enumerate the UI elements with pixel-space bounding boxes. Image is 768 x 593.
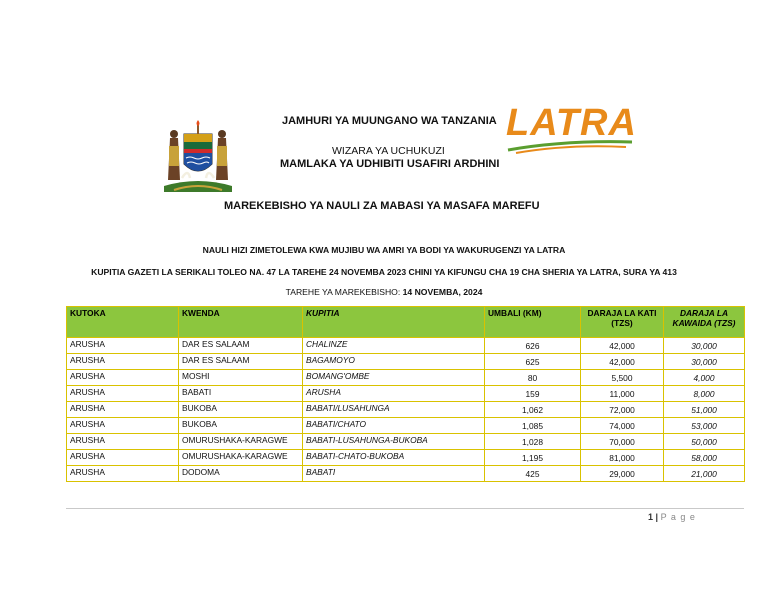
header-via: KUPITIA: [303, 307, 485, 338]
cell-to: BUKOBA: [179, 402, 303, 418]
header-from: KUTOKA: [67, 307, 179, 338]
page-separator: |: [655, 512, 659, 522]
cell-to: OMURUSHAKA-KARAGWE: [179, 434, 303, 450]
cell-distance: 1,195: [485, 450, 581, 466]
table-row: [67, 370, 745, 386]
table-row: [67, 386, 745, 402]
republic-title: JAMHURI YA MUUNGANO WA TANZANIA: [282, 115, 497, 127]
logo-swoosh-icon: [506, 138, 636, 154]
fare-table: [66, 306, 745, 482]
cell-from: ARUSHA: [67, 466, 179, 482]
cell-via: BABATI/CHATO: [303, 418, 485, 434]
table-row: [67, 338, 745, 354]
table-row: [67, 354, 745, 370]
cell-via: BABATI/LUSAHUNGA: [303, 402, 485, 418]
cell-via: ARUSHA: [303, 386, 485, 402]
cell-from: ARUSHA: [67, 338, 179, 354]
cell-ordinary: 50,000: [664, 434, 745, 450]
cell-middle: 11,000: [581, 386, 664, 402]
cell-middle: 42,000: [581, 354, 664, 370]
cell-ordinary: 53,000: [664, 418, 745, 434]
cell-ordinary: 51,000: [664, 402, 745, 418]
cell-middle: 42,000: [581, 338, 664, 354]
ministry-title: WIZARA YA UCHUKUZI: [332, 145, 445, 157]
header-ordinary-class: DARAJA LA KAWAIDA (TZS): [664, 307, 745, 338]
approval-line: NAULI HIZI ZIMETOLEWA KWA MUJIBU WA AMRI YA BODI YA WAKURUGENZI YA LATRA: [202, 245, 566, 255]
cell-via: CHALINZE: [303, 338, 485, 354]
cell-to: DAR ES SALAAM: [179, 354, 303, 370]
latra-logo: [506, 104, 636, 154]
cell-distance: 80: [485, 370, 581, 386]
cell-distance: 625: [485, 354, 581, 370]
cell-ordinary: 21,000: [664, 466, 745, 482]
cell-from: ARUSHA: [67, 386, 179, 402]
cell-via: BABATI: [303, 466, 485, 482]
cell-distance: 1,062: [485, 402, 581, 418]
cell-distance: 159: [485, 386, 581, 402]
revision-date-line: [0, 287, 768, 297]
cell-via: BABATI-CHATO-BUKOBA: [303, 450, 485, 466]
table-row: [67, 402, 745, 418]
cell-to: DODOMA: [179, 466, 303, 482]
table-header-row: [67, 307, 745, 338]
revision-date: 14 NOVEMBA, 2024: [402, 287, 483, 297]
header-to: KWENDA: [179, 307, 303, 338]
cell-middle: 72,000: [581, 402, 664, 418]
cell-ordinary: 30,000: [664, 338, 745, 354]
cell-ordinary: 58,000: [664, 450, 745, 466]
cell-ordinary: 8,000: [664, 386, 745, 402]
table-row: [67, 418, 745, 434]
cell-middle: 5,500: [581, 370, 664, 386]
cell-distance: 425: [485, 466, 581, 482]
table-row: [67, 450, 745, 466]
cell-from: ARUSHA: [67, 450, 179, 466]
cell-to: BABATI: [179, 386, 303, 402]
cell-from: ARUSHA: [67, 418, 179, 434]
cell-via: BABATI-LUSAHUNGA-BUKOBA: [303, 434, 485, 450]
cell-middle: 74,000: [581, 418, 664, 434]
cell-distance: 1,085: [485, 418, 581, 434]
footer-divider: [66, 508, 744, 509]
cell-from: ARUSHA: [67, 434, 179, 450]
cell-middle: 81,000: [581, 450, 664, 466]
header-distance: UMBALI (KM): [485, 307, 581, 338]
cell-via: BOMANG'OMBE: [303, 370, 485, 386]
cell-from: ARUSHA: [67, 402, 179, 418]
logo-text: LATRA: [506, 102, 637, 144]
revision-label: TAREHE YA MAREKEBISHO:: [285, 287, 401, 297]
cell-to: OMURUSHAKA-KARAGWE: [179, 450, 303, 466]
page-label: P a g e: [660, 512, 696, 522]
cell-distance: 626: [485, 338, 581, 354]
cell-via: BAGAMOYO: [303, 354, 485, 370]
cell-ordinary: 4,000: [664, 370, 745, 386]
cell-ordinary: 30,000: [664, 354, 745, 370]
cell-from: ARUSHA: [67, 354, 179, 370]
table-row: [67, 434, 745, 450]
gazette-line: KUPITIA GAZETI LA SERIKALI TOLEO NA. 47 LA TAREHE 24 NOVEMBA 2023 CHINI YA KIFUNGU CHA 19 CHA SHERIA YA LATRA, SURA YA 413: [91, 267, 677, 277]
authority-title: MAMLAKA YA UDHIBITI USAFIRI ARDHINI: [280, 158, 500, 170]
document-title: MAREKEBISHO YA NAULI ZA MABASI YA MASAFA MAREFU: [224, 200, 540, 212]
table-row: [67, 466, 745, 482]
cell-to: BUKOBA: [179, 418, 303, 434]
cell-distance: 1,028: [485, 434, 581, 450]
cell-to: MOSHI: [179, 370, 303, 386]
cell-from: ARUSHA: [67, 370, 179, 386]
cell-to: DAR ES SALAAM: [179, 338, 303, 354]
page-number: [648, 512, 696, 522]
coat-of-arms-icon: [160, 120, 236, 194]
page-number-value: 1: [648, 512, 654, 522]
header-middle-class: DARAJA LA KATI (TZS): [581, 307, 664, 338]
cell-middle: 29,000: [581, 466, 664, 482]
cell-middle: 70,000: [581, 434, 664, 450]
